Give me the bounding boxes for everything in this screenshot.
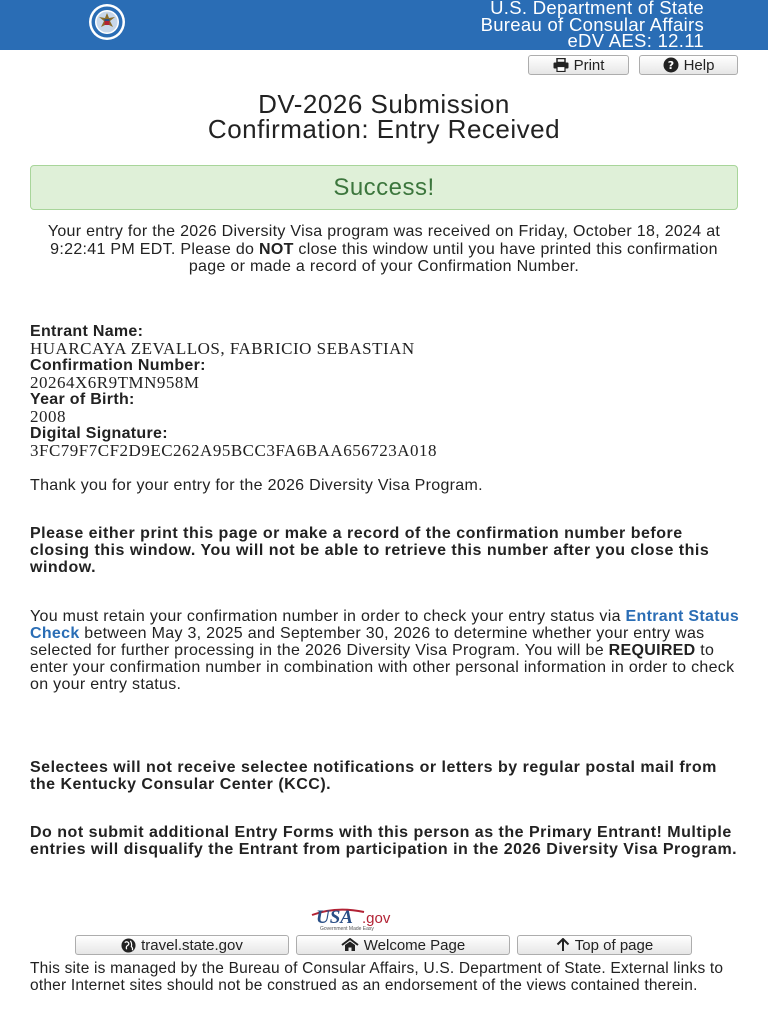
travel-state-gov-button[interactable] — [75, 935, 289, 955]
selectees-paragraph: Selectees will not receive selectee notifications or letters by regular postal mail from the Kentucky Consular Center (KCC). — [30, 759, 717, 793]
welcome-page-button[interactable] — [296, 935, 510, 955]
entry-details — [30, 323, 750, 459]
help-label: Help — [683, 56, 715, 74]
thanks-paragraph: Thank you for your entry for the 2026 Diversity Visa Program. — [30, 477, 483, 494]
no-duplicates-paragraph: Do not submit additional Entry Forms with this person as the Primary Entrant! Multiple entries will disqualify the Entrant from participation in the 2026 Diversity Visa Program. — [30, 824, 738, 858]
usa-gov-suffix: .gov — [362, 910, 391, 927]
header-titles — [481, 0, 704, 50]
entrant-name-value: HUARCAYA ZEVALLOS, FABRICIO SEBASTIAN — [30, 339, 415, 358]
home-icon — [341, 938, 359, 952]
intro-text-1: Your entry for the 2026 Diversity Visa program was received on Friday, October 18, 2024 at 9:22:41 PM EDT. Please do — [47, 223, 721, 258]
usa-gov-logo-graphic — [306, 906, 466, 932]
entrant-status-check-link[interactable]: Entrant Status Check — [30, 608, 740, 642]
globe-icon — [121, 938, 136, 953]
success-alert — [30, 165, 738, 210]
retain-required: REQUIRED — [608, 642, 696, 659]
travel-state-gov-label: travel.state.gov — [141, 936, 243, 954]
arrow-up-icon — [556, 938, 570, 952]
digital-signature-label: Digital Signature: — [30, 425, 168, 442]
usa-gov-main: USA — [316, 907, 353, 928]
confirmation-number-label: Confirmation Number: — [30, 357, 206, 374]
help-button[interactable] — [639, 55, 738, 75]
year-of-birth-value: 2008 — [30, 407, 66, 426]
header-bureau: Bureau of Consular Affairs — [480, 13, 704, 35]
print-label: Print — [573, 56, 605, 74]
retain-paragraph — [30, 608, 740, 693]
print-button[interactable] — [528, 55, 629, 75]
welcome-page-label: Welcome Page — [363, 936, 466, 954]
page-title — [0, 89, 768, 144]
retain-text-3: to enter your confirmation number in combination with other personal information in order to check on your entry status. — [30, 642, 735, 693]
printer-icon — [553, 58, 569, 72]
usa-gov-logo[interactable] — [306, 906, 466, 932]
intro-text-2: close this window until you have printed this confirmation page or made a record of your Confirmation Number. — [188, 240, 718, 275]
site-header — [0, 0, 768, 50]
entrant-name-label: Entrant Name: — [30, 323, 144, 340]
success-alert-text: Success! — [333, 173, 435, 201]
retain-text-1: You must retain your confirmation number in order to check your entry status via — [30, 608, 626, 625]
top-of-page-button[interactable] — [517, 935, 692, 955]
top-of-page-label: Top of page — [574, 936, 654, 954]
header-version: eDV AES: 12.11 — [567, 30, 704, 51]
header-department: U.S. Department of State — [490, 0, 704, 18]
confirmation-number-value: 20264X6R9TMN958M — [30, 373, 200, 392]
svg-text:?: ? — [667, 59, 674, 72]
intro-not: NOT — [258, 240, 294, 258]
year-of-birth-label: Year of Birth: — [30, 391, 135, 408]
print-warning-paragraph: Please either print this page or make a record of the confirmation number before closing this window. You will not be able to retrieve this number after you close this window. — [30, 525, 710, 576]
retain-text-2: between May 3, 2025 and September 30, 2026 to determine whether your entry was selected for further processing in the 2026 Diversity Visa Program. You will be — [30, 625, 705, 659]
intro-paragraph — [30, 223, 738, 276]
footer-disclaimer: This site is managed by the Bureau of Consular Affairs, U.S. Department of State. External links to other Internet sites should not be construed as an endorsement of the views contained therein. — [30, 960, 724, 994]
page-title-line2: Confirmation: Entry Received — [207, 114, 561, 144]
usa-gov-tagline: Government Made Easy — [320, 926, 374, 932]
state-department-seal-icon — [68, 3, 146, 41]
digital-signature-value: 3FC79F7CF2D9EC262A95BCC3FA6BAA656723A018 — [30, 441, 437, 460]
page-title-line1: DV-2026 Submission — [258, 89, 510, 119]
question-circle-icon — [663, 57, 679, 73]
